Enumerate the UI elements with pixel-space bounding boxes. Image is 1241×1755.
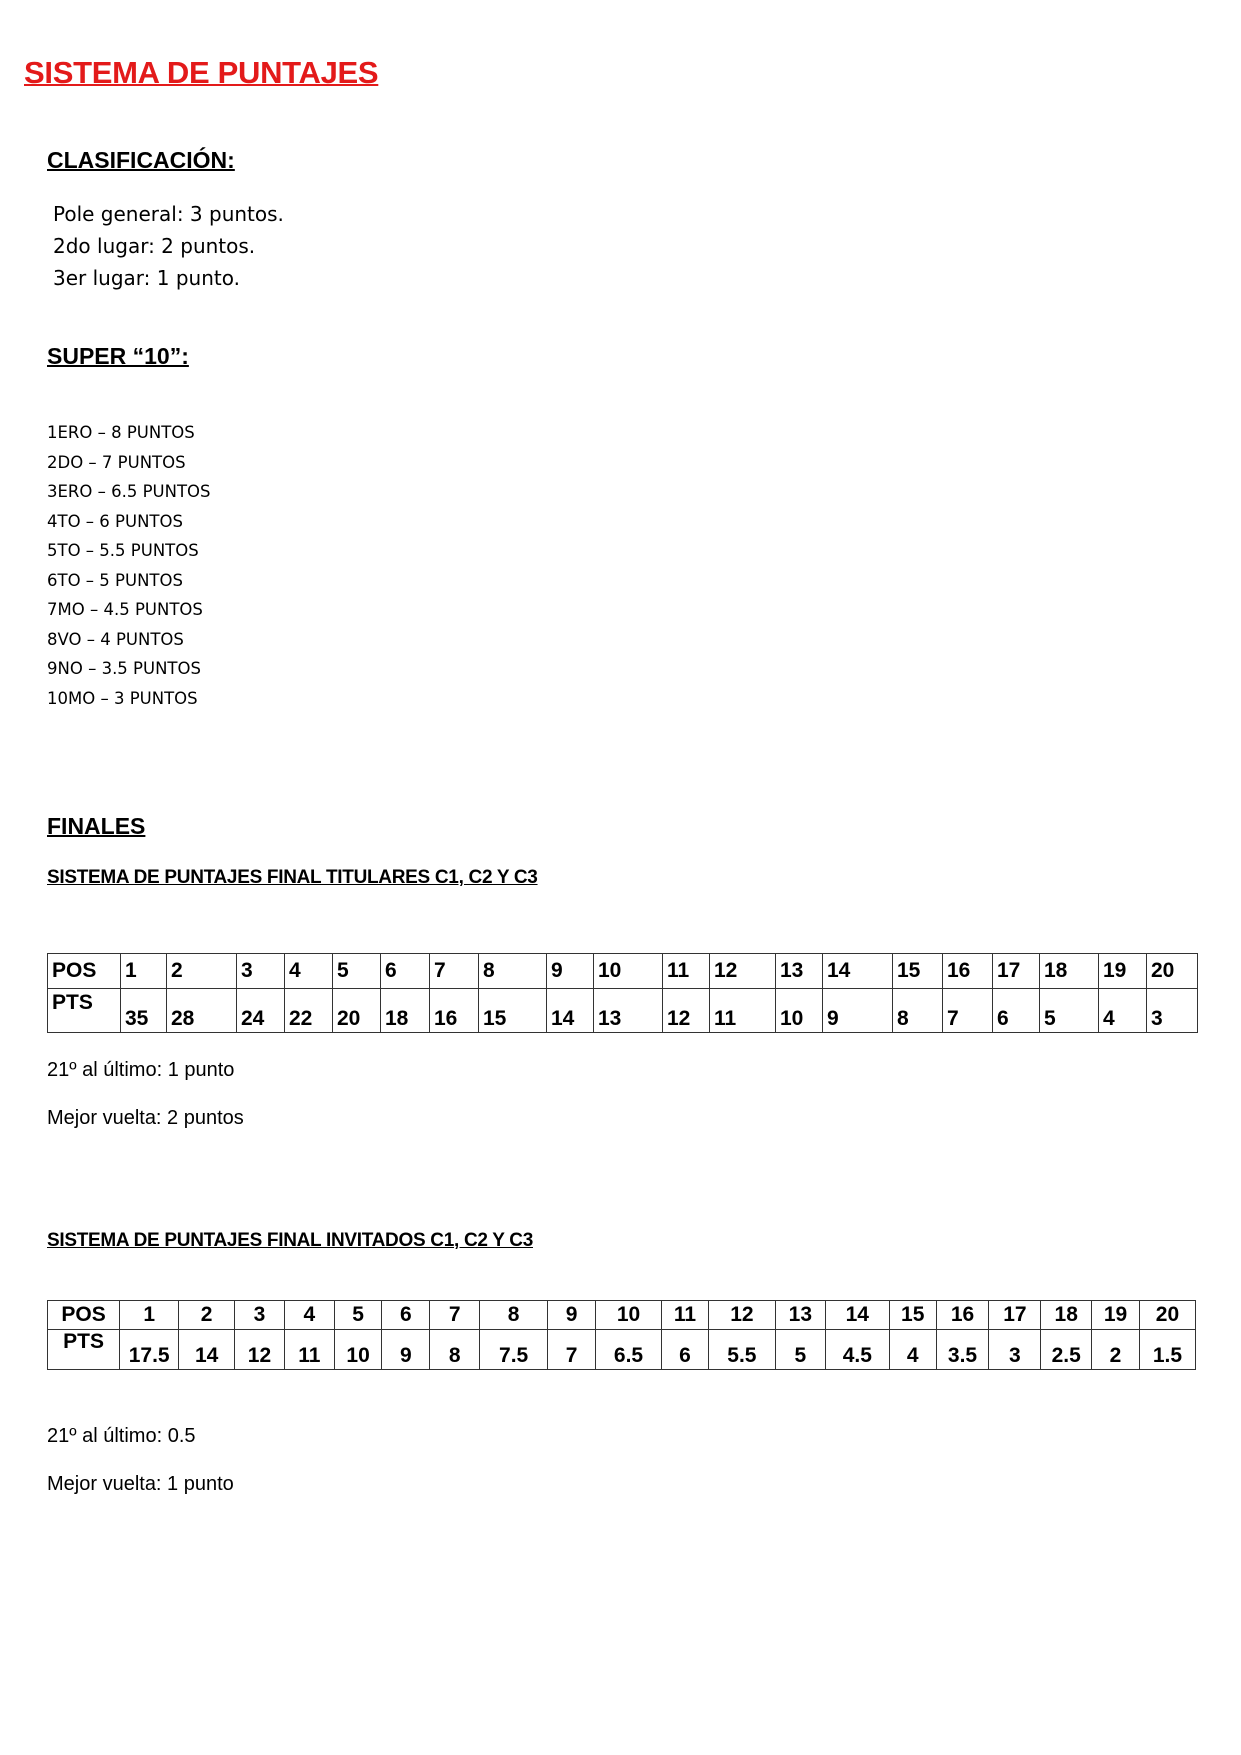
super10-item: 8VO – 4 PUNTOS: [47, 629, 184, 649]
position-cell: 20: [1147, 954, 1198, 989]
points-cell: 16: [430, 989, 479, 1033]
points-cell: 13: [594, 989, 663, 1033]
position-cell: 17: [993, 954, 1040, 989]
super10-item: 6TO – 5 PUNTOS: [47, 570, 183, 590]
super10-item: 9NO – 3.5 PUNTOS: [47, 659, 201, 678]
super10-item: 7MO – 4.5 PUNTOS: [47, 600, 203, 619]
position-cell: 9: [547, 954, 594, 989]
clasificacion-list: [53, 198, 284, 294]
super10-item: 4TO – 6 PUNTOS: [47, 511, 183, 531]
position-cell: 1: [121, 954, 167, 989]
invitados-note-rest: 21º al último: 0.5: [47, 1425, 196, 1447]
position-cell: 12: [708, 1301, 775, 1330]
position-cell: 10: [594, 954, 663, 989]
position-cell: 4: [285, 954, 333, 989]
points-cell: 6: [993, 989, 1040, 1033]
position-cell: 8: [479, 954, 547, 989]
points-cell: 9: [823, 989, 893, 1033]
position-cell: 1: [120, 1301, 179, 1330]
points-cell: 35: [121, 989, 167, 1033]
position-cell: 16: [936, 1301, 989, 1330]
pts-row: [48, 989, 1198, 1033]
points-cell: 3: [1147, 989, 1198, 1033]
pos-label: POS: [48, 1301, 120, 1330]
points-cell: 9: [382, 1330, 430, 1370]
position-cell: 12: [710, 954, 776, 989]
titulares-note-rest: 21º al último: 1 punto: [47, 1059, 235, 1081]
pos-label: POS: [48, 954, 121, 989]
position-cell: 3: [237, 954, 285, 989]
super10-item: 10MO – 3 PUNTOS: [47, 688, 198, 708]
points-cell: 8: [430, 1330, 480, 1370]
position-cell: 20: [1139, 1301, 1195, 1330]
titulares-subheading: SISTEMA DE PUNTAJES FINAL TITULARES C1, C2 Y C3: [47, 867, 538, 888]
position-cell: 15: [889, 1301, 936, 1330]
clasificacion-item: 2do lugar: 2 puntos.: [53, 234, 256, 258]
position-cell: 8: [480, 1301, 548, 1330]
points-cell: 2.5: [1041, 1330, 1092, 1370]
position-cell: 2: [179, 1301, 235, 1330]
position-cell: 18: [1040, 954, 1099, 989]
super10-heading: SUPER “10”:: [47, 343, 189, 369]
super10-item: 1ERO – 8 PUNTOS: [47, 423, 195, 442]
points-cell: 6: [662, 1330, 709, 1370]
position-cell: 13: [775, 1301, 825, 1330]
position-cell: 9: [548, 1301, 596, 1330]
points-cell: 28: [167, 989, 237, 1033]
position-cell: 16: [943, 954, 993, 989]
position-cell: 5: [333, 954, 381, 989]
position-cell: 19: [1092, 1301, 1140, 1330]
clasificacion-item: 3er lugar: 1 punto.: [53, 266, 240, 290]
pts-row: [48, 1330, 1196, 1370]
pos-row: [48, 954, 1198, 989]
points-cell: 11: [284, 1330, 334, 1370]
invitados-subheading: SISTEMA DE PUNTAJES FINAL INVITADOS C1, C2 Y C3: [47, 1230, 533, 1251]
points-cell: 5: [1040, 989, 1099, 1033]
points-cell: 14: [547, 989, 594, 1033]
points-cell: 15: [479, 989, 547, 1033]
points-cell: 4.5: [825, 1330, 889, 1370]
points-cell: 12: [663, 989, 710, 1033]
super10-item: 2DO – 7 PUNTOS: [47, 452, 186, 472]
points-cell: 10: [776, 989, 823, 1033]
position-cell: 6: [382, 1301, 430, 1330]
titulares-points-table: [47, 953, 1198, 1033]
position-cell: 18: [1041, 1301, 1092, 1330]
points-cell: 22: [285, 989, 333, 1033]
invitados-points-table: [47, 1300, 1196, 1370]
points-cell: 5.5: [708, 1330, 775, 1370]
points-cell: 7.5: [480, 1330, 548, 1370]
points-cell: 20: [333, 989, 381, 1033]
clasificacion-heading: CLASIFICACIÓN:: [47, 147, 235, 173]
position-cell: 13: [776, 954, 823, 989]
points-cell: 3.5: [936, 1330, 989, 1370]
position-cell: 17: [989, 1301, 1041, 1330]
points-cell: 2: [1092, 1330, 1140, 1370]
position-cell: 5: [334, 1301, 382, 1330]
position-cell: 2: [167, 954, 237, 989]
points-cell: 12: [235, 1330, 285, 1370]
points-cell: 6.5: [595, 1330, 661, 1370]
position-cell: 14: [825, 1301, 889, 1330]
points-cell: 7: [943, 989, 993, 1033]
points-cell: 14: [179, 1330, 235, 1370]
position-cell: 6: [381, 954, 430, 989]
position-cell: 4: [284, 1301, 334, 1330]
points-cell: 3: [989, 1330, 1041, 1370]
position-cell: 14: [823, 954, 893, 989]
position-cell: 11: [663, 954, 710, 989]
points-cell: 10: [334, 1330, 382, 1370]
position-cell: 19: [1099, 954, 1147, 989]
pts-label: PTS: [48, 1330, 120, 1370]
points-cell: 1.5: [1139, 1330, 1195, 1370]
super10-list: [47, 418, 211, 713]
position-cell: 10: [595, 1301, 661, 1330]
points-cell: 17.5: [120, 1330, 179, 1370]
page-title: SISTEMA DE PUNTAJES: [24, 55, 379, 90]
points-cell: 8: [893, 989, 943, 1033]
finales-heading: FINALES: [47, 813, 146, 839]
points-cell: 24: [237, 989, 285, 1033]
points-cell: 18: [381, 989, 430, 1033]
position-cell: 3: [235, 1301, 285, 1330]
pts-label: PTS: [48, 989, 121, 1033]
titulares-note-lap: Mejor vuelta: 2 puntos: [47, 1107, 244, 1129]
points-cell: 5: [775, 1330, 825, 1370]
points-cell: 7: [548, 1330, 596, 1370]
points-cell: 4: [889, 1330, 936, 1370]
invitados-note-lap: Mejor vuelta: 1 punto: [47, 1473, 234, 1495]
position-cell: 15: [893, 954, 943, 989]
super10-item: 5TO – 5.5 PUNTOS: [47, 541, 199, 560]
clasificacion-item: Pole general: 3 puntos.: [53, 202, 284, 226]
position-cell: 7: [430, 1301, 480, 1330]
position-cell: 7: [430, 954, 479, 989]
pos-row: [48, 1301, 1196, 1330]
position-cell: 11: [662, 1301, 709, 1330]
points-cell: 4: [1099, 989, 1147, 1033]
points-cell: 11: [710, 989, 776, 1033]
super10-item: 3ERO – 6.5 PUNTOS: [47, 482, 211, 501]
